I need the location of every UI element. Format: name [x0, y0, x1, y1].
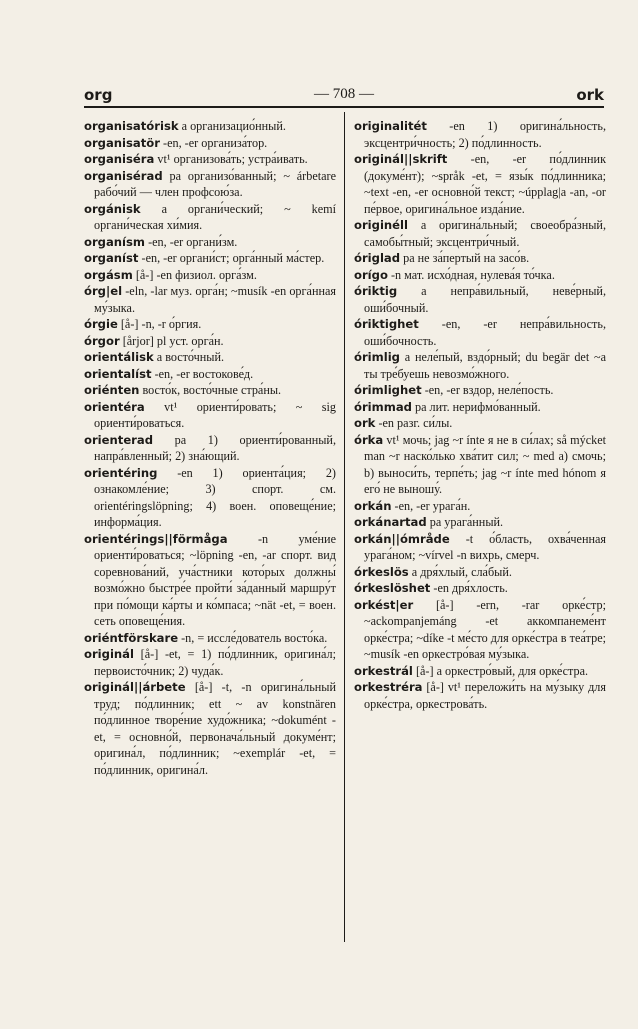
entry-definition: -en 1) ориента́ция; 2) ознакомле́ние; 3) спорт. см. orientéringslöpning; 4) воен. оповеще́ние; информа́ция. — [94, 465, 336, 529]
entry-definition: a органи́ческий; ~ kemí органи́ческая хи́мия. — [94, 201, 336, 232]
entry-definition: a дря́хлый, сла́бый. — [408, 564, 512, 579]
entry-definition: -t о́бласть, охва́ченная урага́ном; ~vírvel -n вихрь, смерч. — [364, 531, 606, 562]
entry-headword: órimmad — [354, 399, 412, 414]
entry-definition: a непра́вильный, неве́рный, оши́бочный. — [364, 284, 606, 315]
dictionary-entry — [84, 646, 336, 679]
dictionary-entry — [354, 118, 606, 151]
entry-headword: originalitét — [354, 119, 427, 133]
entry-definition: pa лит. нерифмо́ванный. — [411, 399, 541, 414]
entry-headword: orgásm — [84, 267, 133, 282]
entry-headword: originéll — [354, 218, 408, 232]
entry-headword: óriktighet — [354, 317, 419, 331]
dictionary-entry — [84, 118, 336, 135]
dictionary-entry — [84, 135, 336, 152]
dictionary-entry — [84, 201, 336, 234]
entry-definition: [å-] -t, -n оригина́льный труд; по́длинник; ett ~ av konstnären по́длинное творе́ние худо́жника; ~dokumént -et, = основно́й, первонача́льный докуме́нт; оригина́л, по́длинник; ~exemplár -et, = по́длинник, оригина́л. — [94, 680, 336, 777]
entry-headword: orientálisk — [84, 350, 154, 364]
entry-definition: [å-] a оркестро́вый, для орке́стра. — [412, 663, 589, 678]
column-divider — [344, 112, 345, 942]
entry-definition: восто́к, восто́чные стра́ны. — [139, 383, 282, 397]
entry-definition: -n, = иссле́дователь восто́ка. — [178, 630, 328, 645]
dictionary-entry — [84, 382, 336, 399]
dictionary-entry — [84, 151, 336, 168]
entry-headword: orientéring — [84, 465, 158, 480]
dictionary-entry — [354, 597, 606, 663]
entry-headword: orientérings||förmåga — [84, 531, 228, 546]
entry-definition: -n мат. исхо́дная, нулева́я то́чка. — [387, 267, 555, 282]
entry-definition: -eln, -lar муз. орга́н; ~musík -en орга́нная му́зыка. — [94, 284, 336, 315]
entry-headword: órkeslös — [354, 564, 409, 579]
dictionary-entry — [84, 679, 336, 778]
entry-headword: orkán||ómråde — [354, 531, 450, 546]
entry-headword: órgor — [84, 333, 120, 348]
header-right-guideword: ork — [576, 86, 604, 104]
dictionary-entry — [354, 663, 606, 680]
entry-definition: [å-] -ern, -rar орке́стр; ~ackompanjemáng -et аккомпанеме́нт орке́стра; ~díke -t ме́сто для орке́стра в теа́тре; ~musík -en оркестро́вая му́зыка. — [364, 597, 606, 661]
dictionary-entry — [354, 531, 606, 564]
entry-headword: orienterad — [84, 432, 154, 447]
entry-headword: orkánartad — [354, 515, 427, 529]
entry-definition: [å-] -n, -r о́ргия. — [117, 317, 202, 331]
entry-headword: orgánisk — [84, 201, 141, 216]
entry-definition: -en, -er вздор, неле́пость. — [421, 383, 554, 397]
entry-definition: a оригина́льный; своеобра́зный, самобы́тный; эксцентри́чный. — [364, 218, 606, 249]
dictionary-entry — [84, 283, 336, 316]
entry-definition: -en, -er органи́зм. — [145, 234, 238, 249]
header-rule — [84, 106, 604, 108]
dictionary-entry — [354, 679, 606, 712]
dictionary-entry — [354, 283, 606, 316]
entry-headword: órimlig — [354, 350, 400, 364]
entry-headword: orkést|er — [354, 597, 414, 612]
entry-headword: óriktig — [354, 284, 398, 298]
page-header — [84, 86, 604, 106]
entry-definition: [årjor] pl уст. орга́н. — [119, 333, 224, 348]
dictionary-entry — [354, 250, 606, 267]
dictionary-entry — [84, 333, 336, 350]
entry-headword: óriglad — [354, 251, 401, 265]
entry-headword: organísm — [84, 234, 146, 249]
dictionary-entry — [354, 267, 606, 284]
entry-headword: oriénten — [84, 383, 140, 397]
entry-headword: oriéntförskare — [84, 630, 179, 645]
dictionary-entry — [354, 580, 606, 597]
entry-headword: órimlighet — [354, 383, 422, 397]
dictionary-entry — [354, 498, 606, 515]
dictionary-entry — [84, 349, 336, 366]
entry-definition: -en дря́хлость. — [430, 581, 508, 595]
entry-headword: organiséra — [84, 152, 155, 166]
dictionary-entry — [84, 399, 336, 432]
entry-definition: -en, -er по́длинник (докуме́нт); ~språk -et, = язы́к по́длинника; ~text -en, -er основно́й текст; ~úpplag|a -an, -or пе́рвое, оригина́льное изда́ние. — [364, 152, 606, 216]
dictionary-entry — [354, 151, 606, 217]
entry-headword: órkeslöshet — [354, 581, 431, 595]
dictionary-entry — [354, 415, 606, 432]
entry-headword: órgie — [84, 317, 118, 331]
entry-headword: organisérad — [84, 168, 163, 183]
right-column — [354, 118, 606, 712]
entry-definition: pa урага́нный. — [426, 515, 504, 529]
dictionary-entry — [354, 316, 606, 349]
dictionary-entry — [354, 432, 606, 498]
entry-definition: -en, -er непра́вильность, оши́бочность. — [364, 317, 606, 348]
entry-definition: -n уме́ние ориенти́роваться; ~löpning -en, -ar спорт. вид соревнова́ний, уча́стники кото́рых должны́ возмо́жно быстре́е пройти́ за́данный маршру́т при по́мощи ка́рты и ко́мпаса; ~nät -et, = воен. сеть оповеще́ния. — [94, 531, 336, 628]
dictionary-entry — [354, 382, 606, 399]
entry-headword: organisatórisk — [84, 119, 179, 133]
entry-definition: [å-] -et, = 1) по́длинник, оригина́л; первоисто́чник; 2) чуда́к. — [94, 647, 336, 678]
entry-definition: -en, -er востокове́д. — [151, 366, 254, 381]
dictionary-entry — [354, 217, 606, 250]
dictionary-entry — [84, 316, 336, 333]
dictionary-entry — [354, 349, 606, 382]
entry-headword: organíst — [84, 251, 139, 265]
entry-headword: orígo — [354, 267, 388, 282]
dictionary-entry — [354, 564, 606, 581]
entry-headword: originál — [84, 647, 134, 661]
entry-definition: [å-] -en физиол. орга́зм. — [132, 267, 257, 282]
entry-definition: a восто́чный. — [153, 350, 225, 364]
entry-headword: ork — [354, 416, 376, 430]
dictionary-entry — [84, 432, 336, 465]
entry-headword: orkestréra — [354, 680, 423, 694]
entry-headword: órka — [354, 432, 384, 447]
entry-headword: orientéra — [84, 399, 145, 414]
dictionary-entry — [84, 465, 336, 531]
entry-definition: -en разг. си́лы. — [375, 416, 453, 430]
dictionary-entry — [84, 250, 336, 267]
left-column — [84, 118, 336, 778]
entry-definition: pa 1) ориенти́рованный, напра́вленный; 2) зна́ющий. — [94, 432, 336, 463]
entry-headword: orkestrál — [354, 663, 413, 678]
entry-definition: a неле́пый, вздо́рный; du begär det ~a ты тре́буешь невозмо́жного. — [364, 350, 606, 381]
entry-definition: -en, -er организа́тор. — [159, 135, 268, 150]
entry-definition: а организацио́нный. — [178, 119, 286, 133]
entry-definition: pa не за́пертый на засо́в. — [400, 251, 530, 265]
entry-headword: orientalíst — [84, 366, 152, 381]
entry-headword: orkán — [354, 498, 392, 513]
dictionary-entry — [84, 267, 336, 284]
dictionary-entry — [84, 366, 336, 383]
entry-definition: -en, -er урага́н. — [391, 498, 471, 513]
dictionary-entry — [84, 168, 336, 201]
page-number: — 708 — — [314, 86, 374, 102]
entry-definition: vt¹ организова́ть; устра́ивать. — [154, 152, 308, 166]
dictionary-entry — [84, 630, 336, 647]
entry-definition: -en, -er органи́ст; орга́нный ма́стер. — [138, 251, 325, 265]
entry-headword: organisatör — [84, 135, 160, 150]
entry-definition: pa организо́ванный; ~ árbetare рабо́чий — член профсою́за. — [94, 168, 336, 199]
entry-definition: vt¹ мочь; jag ~r ínte я не в си́лах; så mýcket man ~r наско́лько хва́тит сил; ~ med a) смочь; b) выноси́ть, терпе́ть; jag ~r ínte med hónom я его́ не выношу́. — [364, 432, 606, 496]
dictionary-entry — [354, 514, 606, 531]
dictionary-entry — [354, 399, 606, 416]
header-left-guideword: org — [84, 86, 113, 104]
entry-definition: -en 1) оригина́льность, эксцентри́чность; 2) по́длинность. — [364, 119, 606, 150]
entry-headword: originál||skrift — [354, 152, 448, 166]
entry-headword: originál||árbete — [84, 680, 186, 694]
entry-definition: vt¹ ориенти́ровать; ~ sig ориенти́роваться. — [94, 399, 336, 430]
entry-definition: [å-] vt¹ переложи́ть на му́зыку для орке́стра, оркестрова́ть. — [364, 680, 606, 711]
entry-headword: órg|el — [84, 284, 123, 298]
dictionary-entry — [84, 234, 336, 251]
dictionary-entry — [84, 531, 336, 630]
